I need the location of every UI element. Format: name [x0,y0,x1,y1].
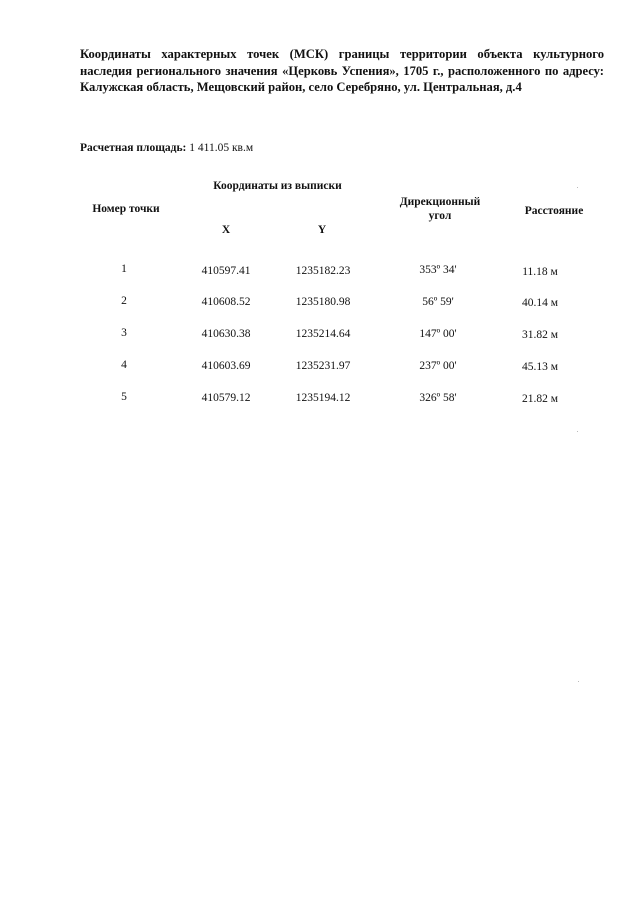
distance: 21.82 м [521,393,559,405]
area-label: Расчетная площадь: [80,142,187,154]
direction-angle: 56º 59' [422,296,454,308]
coord-y: 1235182.23 [295,265,351,277]
scan-speck [577,431,578,432]
direction-angle: 353º 34' [419,264,457,276]
direction-angle: 237º 00' [419,360,457,372]
distance: 45.13 м [521,361,559,373]
header-point-number: Номер точки [92,203,160,215]
distance: 11.18 м [522,266,558,278]
header-coords-group: Координаты из выписки [213,180,342,192]
header-direction-angle: Дирекционный угол [399,196,481,222]
coord-y: 1235214.64 [295,328,351,340]
point-number: 1 [121,263,127,275]
coord-x: 410603.69 [201,360,251,372]
header-distance: Расстояние [524,205,584,217]
document-heading: Координаты характерных точек (МСК) границы территории объекта культурного наследия регионального значения «Церковь Успения», 1705 г., расположенного по адресу: Калужская область, Мещовский район, село Серебряно, ул. Центральная, д.4 [80,47,604,94]
header-x: X [221,224,231,236]
distance: 31.82 м [521,329,559,341]
scan-speck [578,681,579,682]
scan-speck [577,187,578,188]
header-y: Y [317,224,327,236]
calculated-area [80,142,253,154]
coord-y: 1235231.97 [295,360,351,372]
coord-x: 410597.41 [201,265,251,277]
coord-x: 410608.52 [201,296,251,308]
coord-x: 410579.12 [201,392,251,404]
area-value: 1 411.05 кв.м [189,142,254,154]
point-number: 5 [121,391,127,403]
direction-angle: 326º 58' [419,392,457,404]
coord-x: 410630.38 [201,328,251,340]
direction-angle: 147º 00' [419,328,457,340]
point-number: 3 [121,327,127,339]
coord-y: 1235194.12 [295,392,351,404]
distance: 40.14 м [521,297,559,309]
point-number: 4 [121,359,127,371]
point-number: 2 [121,295,127,307]
coord-y: 1235180.98 [295,296,351,308]
